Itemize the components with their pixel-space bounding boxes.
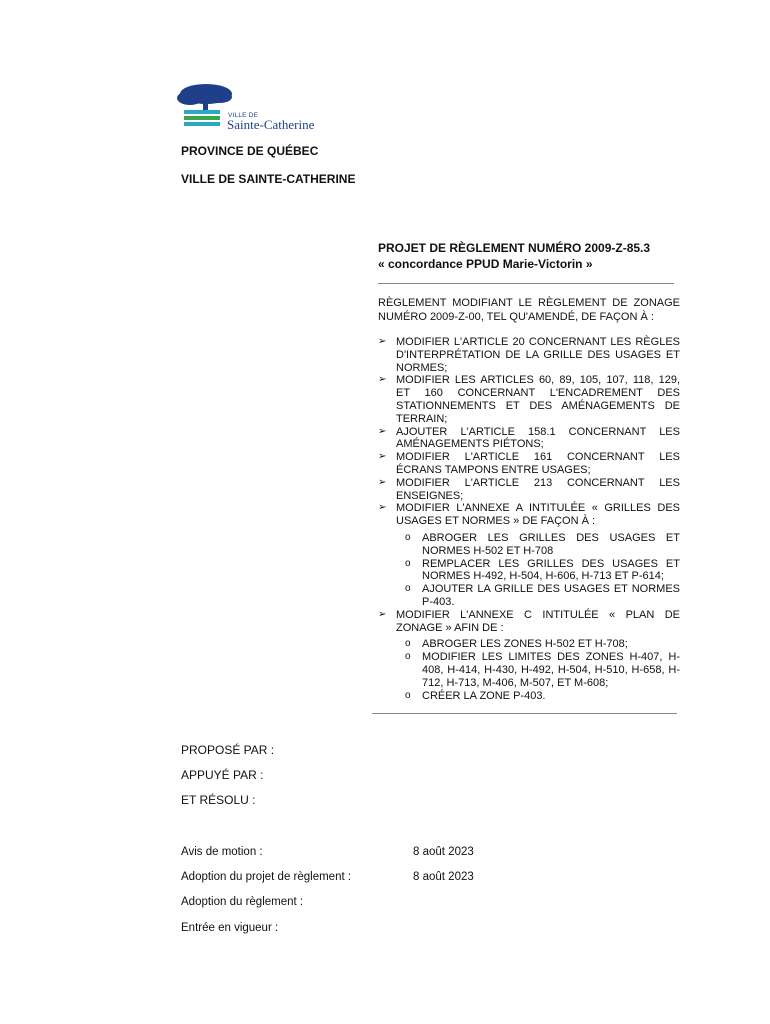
- list-item: ➢ MODIFIER LES ARTICLES 60, 89, 105, 107, 118, 129, ET 160 CONCERNANT L'ENCADREMENT DES STATIONNEMENTS ET DES AMÉNAGEMENTS DE TERRAIN;: [378, 374, 680, 425]
- sub-list-item: o MODIFIER LES LIMITES DES ZONES H-407, H-408, H-414, H-430, H-492, H-504, H-510, H-658, H-712, H-713, M-406, M-507, ET M-608;: [405, 651, 680, 689]
- resolved-label: ET RÉSOLU :: [181, 793, 256, 807]
- arrow-bullet-icon: ➢: [378, 425, 387, 437]
- arrow-bullet-icon: ➢: [378, 502, 387, 514]
- proposed-by-label: PROPOSÉ PAR :: [181, 743, 275, 757]
- regulation-intro: RÈGLEMENT MODIFIANT LE RÈGLEMENT DE ZONAGE NUMÉRO 2009-Z-00, TEL QU'AMENDÉ, DE FAÇON À :: [378, 297, 680, 323]
- list-item: ➢ MODIFIER L'ARTICLE 20 CONCERNANT LES RÈGLES D'INTERPRÉTATION DE LA GRILLE DES USAGES ET NORMES;: [378, 336, 680, 374]
- draft-adoption-date: 8 août 2023: [413, 871, 474, 883]
- draft-adoption-label: Adoption du projet de règlement :: [181, 871, 352, 883]
- sub-list-item: o REMPLACER LES GRILLES DES USAGES ET NORMES H-492, H-504, H-606, H-713 ET P-614;: [405, 557, 680, 583]
- notice-of-motion-date: 8 août 2023: [413, 846, 474, 858]
- amendment-list: [378, 336, 680, 702]
- list-item: ➢ MODIFIER L'ANNEXE C INTITULÉE « PLAN DE ZONAGE » AFIN DE :: [378, 608, 680, 634]
- title-divider: [378, 283, 674, 284]
- circle-bullet-icon: o: [405, 638, 411, 650]
- logo-city-name: Sainte-Catherine: [227, 117, 315, 132]
- seconded-by-label: APPUYÉ PAR :: [181, 768, 264, 782]
- circle-bullet-icon: o: [405, 557, 411, 569]
- regulation-number: PROJET DE RÈGLEMENT NUMÉRO 2009-Z-85.3: [378, 241, 651, 255]
- city-heading: VILLE DE SAINTE-CATHERINE: [181, 172, 356, 186]
- circle-bullet-icon: o: [405, 689, 411, 701]
- sub-list-item: o CRÉER LA ZONE P-403.: [405, 689, 546, 702]
- arrow-bullet-icon: ➢: [378, 608, 387, 620]
- sub-list-item: o AJOUTER LA GRILLE DES USAGES ET NORMES P-403.: [405, 583, 680, 608]
- arrow-bullet-icon: ➢: [378, 336, 387, 347]
- regulation-adoption-label: Adoption du règlement :: [181, 896, 304, 908]
- regulation-title: [378, 240, 680, 272]
- circle-bullet-icon: o: [405, 583, 411, 595]
- logo-ville-de: VILLE DE: [228, 112, 259, 119]
- province-heading: PROVINCE DE QUÉBEC: [181, 144, 319, 158]
- list-item: ➢ MODIFIER L'ARTICLE 161 CONCERNANT LES ÉCRANS TAMPONS ENTRE USAGES;: [378, 451, 680, 476]
- sub-list-item: o ABROGER LES GRILLES DES USAGES ET NORMES H-502 ET H-708: [405, 531, 680, 557]
- city-logo: [176, 80, 346, 136]
- sub-list-item: o ABROGER LES ZONES H-502 ET H-708;: [405, 638, 628, 651]
- arrow-bullet-icon: ➢: [378, 451, 387, 463]
- arrow-bullet-icon: ➢: [378, 476, 387, 488]
- list-item: ➢ MODIFIER L'ARTICLE 213 CONCERNANT LES ENSEIGNES;: [378, 476, 680, 502]
- arrow-bullet-icon: ➢: [378, 374, 387, 386]
- circle-bullet-icon: o: [405, 531, 411, 543]
- list-item: ➢ MODIFIER L'ANNEXE A INTITULÉE « GRILLES DES USAGES ET NORMES » DE FAÇON À :: [378, 502, 680, 528]
- circle-bullet-icon: o: [405, 651, 411, 663]
- notice-of-motion-label: Avis de motion :: [181, 846, 263, 858]
- list-divider: [372, 713, 677, 714]
- list-item: ➢ AJOUTER L'ARTICLE 158.1 CONCERNANT LES AMÉNAGEMENTS PIÉTONS;: [378, 425, 680, 451]
- regulation-subtitle: « concordance PPUD Marie-Victorin »: [378, 257, 593, 271]
- coming-into-force-label: Entrée en vigueur :: [181, 922, 279, 934]
